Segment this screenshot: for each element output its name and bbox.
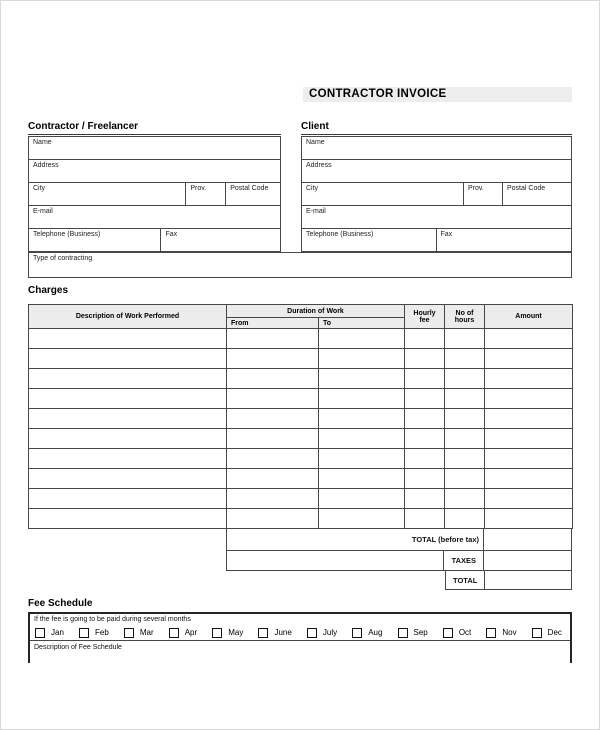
checkbox-icon[interactable] [443, 628, 453, 638]
col-header-no-of-hours [445, 305, 485, 329]
charges-cell[interactable] [485, 449, 573, 469]
fee-description-field[interactable]: Description of Fee Schedule [34, 644, 122, 651]
charges-cell[interactable] [319, 509, 405, 529]
month-label: Sep [413, 628, 428, 637]
client-email-field[interactable]: E-mail [301, 205, 572, 229]
contractor-city-field[interactable]: City [28, 182, 186, 206]
charges-cell[interactable] [29, 389, 227, 409]
hours-line2: hours [454, 316, 475, 324]
hours-line1: No of [455, 309, 474, 317]
charges-cell[interactable] [445, 469, 485, 489]
total-amount-cell[interactable] [484, 570, 572, 590]
month-label: Feb [94, 628, 109, 637]
charges-cell[interactable] [29, 509, 227, 529]
charges-row [29, 489, 573, 509]
charges-cell[interactable] [227, 469, 319, 489]
charges-cell[interactable] [485, 349, 573, 369]
charges-cell[interactable] [29, 489, 227, 509]
checkbox-icon[interactable] [169, 628, 179, 638]
charges-cell[interactable] [445, 389, 485, 409]
charges-row [29, 409, 573, 429]
month-label: May [228, 628, 244, 637]
charges-cell[interactable] [445, 329, 485, 349]
taxes-label: TAXES [443, 550, 484, 571]
charges-cell[interactable] [227, 409, 319, 429]
charges-row [29, 369, 573, 389]
charges-cell[interactable] [227, 389, 319, 409]
charges-cell[interactable] [445, 449, 485, 469]
charges-cell[interactable] [319, 329, 405, 349]
month-label: Nov [502, 628, 517, 637]
fee-schedule-section-heading: Fee Schedule [28, 598, 93, 609]
hourly-line1: Hourly [413, 309, 436, 317]
charges-row [29, 349, 573, 369]
checkbox-icon[interactable] [124, 628, 134, 638]
month-item-dec [532, 628, 562, 638]
fee-schedule-note: If the fee is going to be paid during several months [34, 616, 191, 623]
month-label: Mar [139, 628, 154, 637]
charges-cell[interactable] [29, 349, 227, 369]
checkbox-icon[interactable] [352, 628, 362, 638]
total-label: TOTAL [445, 570, 485, 590]
charges-cell[interactable] [405, 329, 445, 349]
charges-cell[interactable] [485, 329, 573, 349]
client-fields [301, 137, 572, 252]
charges-cell[interactable] [445, 349, 485, 369]
contractor-section-heading: Contractor / Freelancer [28, 121, 281, 135]
charges-cell[interactable] [227, 369, 319, 389]
charges-cell[interactable] [319, 469, 405, 489]
charges-cell[interactable] [485, 369, 573, 389]
month-item-june [258, 628, 291, 638]
charges-row [29, 509, 573, 529]
charges-cell[interactable] [319, 489, 405, 509]
charges-row [29, 429, 573, 449]
col-header-description: Description of Work Performed [29, 305, 227, 329]
charges-cell[interactable] [485, 509, 573, 529]
checkbox-icon[interactable] [486, 628, 496, 638]
charges-cell[interactable] [29, 369, 227, 389]
charges-cell[interactable] [319, 449, 405, 469]
hourly-line2: fee [419, 316, 430, 324]
contractor-telephone-field[interactable]: Telephone (Business) [28, 228, 161, 252]
col-header-to: To [319, 318, 405, 329]
charges-row [29, 329, 573, 349]
client-fax-field[interactable]: Fax [436, 228, 573, 252]
checkbox-icon[interactable] [398, 628, 408, 638]
charges-cell[interactable] [405, 469, 445, 489]
contractor-address-field[interactable]: Address [28, 159, 281, 183]
charges-cell[interactable] [227, 349, 319, 369]
charges-cell[interactable] [29, 429, 227, 449]
client-telephone-field[interactable]: Telephone (Business) [301, 228, 437, 252]
charges-cell[interactable] [445, 429, 485, 449]
charges-cell[interactable] [319, 369, 405, 389]
charges-cell[interactable] [29, 449, 227, 469]
charges-cell[interactable] [227, 449, 319, 469]
charges-table-wrap [28, 304, 572, 590]
contractor-prov-field[interactable]: Prov. [185, 182, 226, 206]
month-item-mar [124, 628, 154, 638]
client-address-field[interactable]: Address [301, 159, 572, 183]
charges-cell[interactable] [485, 389, 573, 409]
month-label: July [322, 628, 338, 637]
type-of-contracting-field[interactable]: Type of contracting [28, 252, 572, 278]
charges-cell[interactable] [405, 489, 445, 509]
charges-cell[interactable] [445, 509, 485, 529]
charges-cell[interactable] [485, 489, 573, 509]
charges-row [29, 389, 573, 409]
taxes-spacer-cell [226, 550, 444, 571]
charges-cell[interactable] [319, 409, 405, 429]
charges-cell[interactable] [29, 329, 227, 349]
client-section-heading: Client [301, 121, 572, 135]
month-label: Aug [368, 628, 383, 637]
charges-cell[interactable] [485, 469, 573, 489]
client-city-row [301, 182, 572, 206]
month-label: Dec [547, 628, 562, 637]
total-before-tax-amount-cell[interactable] [483, 528, 572, 551]
month-item-nov [486, 628, 516, 638]
client-city-field[interactable]: City [301, 182, 464, 206]
taxes-amount-cell[interactable] [483, 550, 572, 571]
month-item-may [212, 628, 243, 638]
total-row [445, 570, 572, 590]
client-name-field[interactable]: Name [301, 136, 572, 160]
contractor-fields [28, 137, 281, 252]
charges-cell[interactable] [405, 369, 445, 389]
col-header-amount: Amount [485, 305, 573, 329]
col-header-hourly-fee [405, 305, 445, 329]
month-item-sep [398, 628, 428, 638]
charges-cell[interactable] [405, 389, 445, 409]
month-item-jan [35, 628, 64, 638]
charges-cell[interactable] [227, 509, 319, 529]
client-prov-field[interactable]: Prov. [463, 182, 503, 206]
charges-cell[interactable] [405, 449, 445, 469]
charges-cell[interactable] [445, 489, 485, 509]
total-before-tax-row [226, 528, 572, 551]
checkbox-icon[interactable] [79, 628, 89, 638]
total-before-tax-label: TOTAL (before tax) [226, 528, 484, 551]
month-item-oct [443, 628, 471, 638]
client-postal-field[interactable]: Postal Code [502, 182, 572, 206]
contractor-phone-row [28, 228, 281, 252]
checkbox-icon[interactable] [532, 628, 542, 638]
fee-schedule-box [28, 612, 572, 663]
contractor-city-row [28, 182, 281, 206]
checkbox-icon[interactable] [212, 628, 222, 638]
page-title: CONTRACTOR INVOICE [303, 87, 572, 102]
contractor-email-field[interactable]: E-mail [28, 205, 281, 229]
charges-cell[interactable] [405, 349, 445, 369]
contractor-fax-field[interactable]: Fax [160, 228, 281, 252]
charges-cell[interactable] [319, 429, 405, 449]
charges-cell[interactable] [227, 329, 319, 349]
month-item-july [307, 628, 337, 638]
col-header-from: From [227, 318, 319, 329]
contractor-postal-field[interactable]: Postal Code [225, 182, 281, 206]
months-row [30, 625, 570, 641]
charges-cell[interactable] [319, 389, 405, 409]
charges-cell[interactable] [485, 409, 573, 429]
charges-cell[interactable] [29, 409, 227, 429]
charges-cell[interactable] [485, 429, 573, 449]
month-label: Apr [184, 628, 198, 637]
charges-cell[interactable] [405, 429, 445, 449]
month-label: Jan [51, 628, 64, 637]
month-item-feb [79, 628, 109, 638]
contractor-name-field[interactable]: Name [28, 136, 281, 160]
checkbox-icon[interactable] [35, 628, 45, 638]
charges-table [28, 304, 573, 529]
charges-section-heading: Charges [28, 285, 69, 296]
charges-cell[interactable] [445, 369, 485, 389]
charges-cell[interactable] [405, 409, 445, 429]
charges-cell[interactable] [227, 429, 319, 449]
charges-cell[interactable] [227, 489, 319, 509]
month-label: June [274, 628, 292, 637]
month-item-aug [352, 628, 382, 638]
client-phone-row [301, 228, 572, 252]
charges-cell[interactable] [445, 409, 485, 429]
charges-row [29, 469, 573, 489]
month-label: Oct [458, 628, 472, 637]
col-header-duration: Duration of Work [227, 305, 405, 318]
charges-cell[interactable] [405, 509, 445, 529]
taxes-row [226, 550, 572, 571]
checkbox-icon[interactable] [307, 628, 317, 638]
charges-cell[interactable] [29, 469, 227, 489]
charges-cell[interactable] [319, 349, 405, 369]
checkbox-icon[interactable] [258, 628, 268, 638]
month-item-apr [169, 628, 197, 638]
charges-row [29, 449, 573, 469]
